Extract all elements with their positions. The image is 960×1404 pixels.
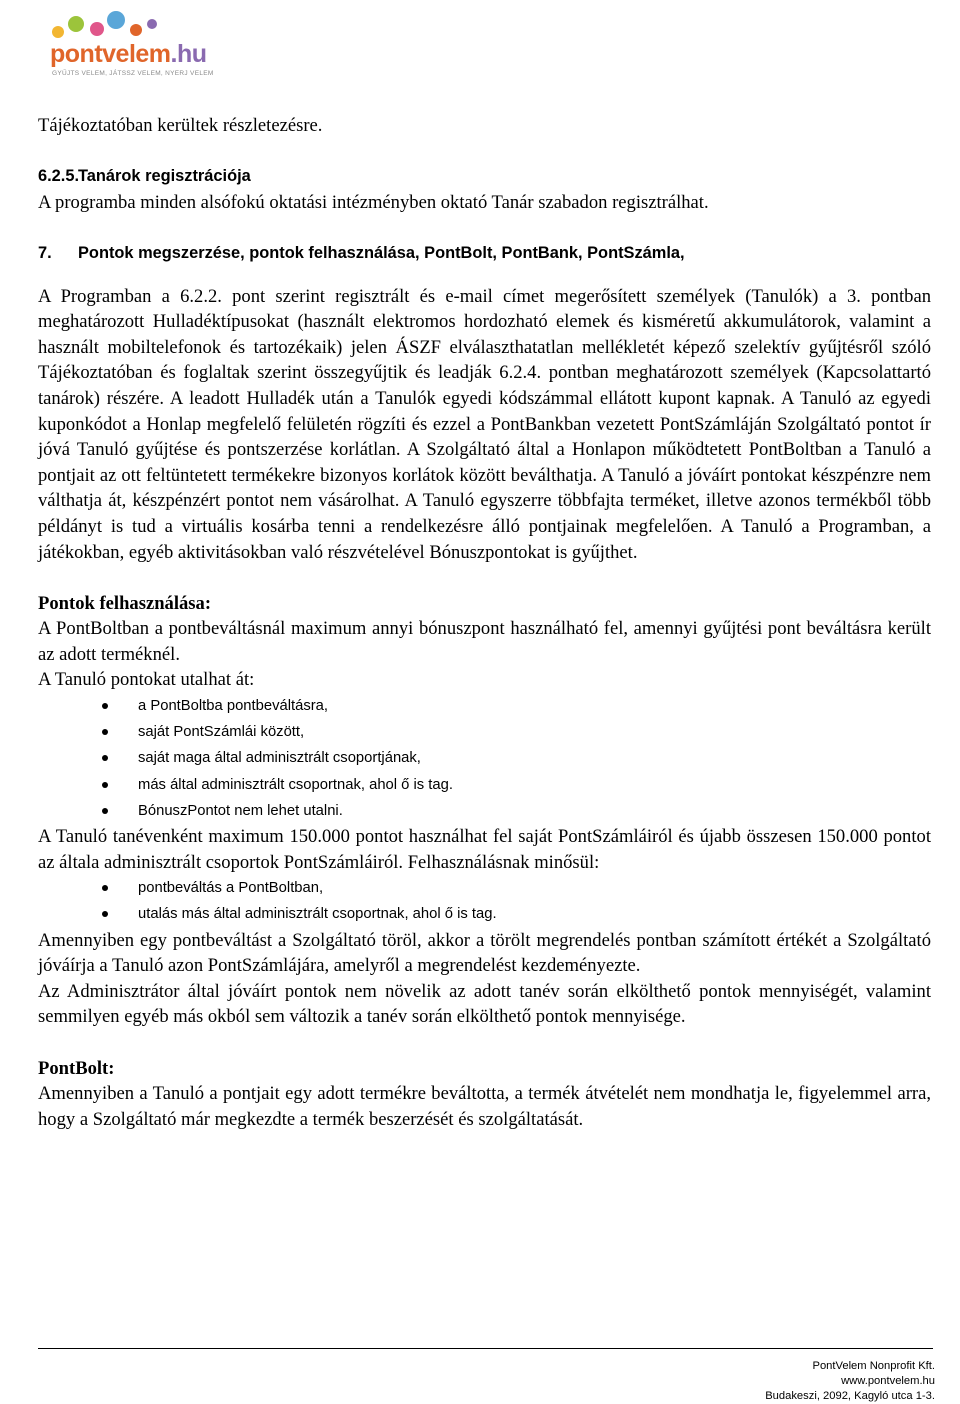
transfer-list bbox=[38, 693, 931, 824]
transfer-intro: A Tanuló pontokat utalhat át: bbox=[38, 669, 255, 691]
intro-paragraph: Tájékoztatóban kerültek részletezésre. bbox=[38, 115, 323, 136]
usage-list bbox=[38, 875, 931, 927]
logo-tagline: GYŰJTS VELEM, JÁTSSZ VELEM, NYERJ VELEM bbox=[52, 70, 214, 77]
logo[interactable] bbox=[40, 8, 280, 83]
cancel-text: Amennyiben egy pontbeváltást a Szolgáltató töröl, akkor a törölt megrendelés pontban számított értékét a Szolgáltató jóváírja a Tanuló azon PontSzámlájára, amelyről a megrendelést kezdeményezte. bbox=[38, 929, 931, 977]
pontbolt-text: Amennyiben a Tanuló a pontjait egy adott termékre beváltotta, a termék átvételét nem mondhatja le, figyelemmel arra, hogy a Szolgáltató már megkezdte a termék beszerzését és szolgáltatását. bbox=[38, 1083, 931, 1130]
section-number: 6.2.5. bbox=[38, 167, 80, 186]
limit-text: A Tanuló tanévenként maximum 150.000 pontot használhat fel saját PontSzámláiról és újabb összesen 150.000 pontot az általa adminisztrált csoportok PontSzámláiról. Felhasználásnak minősül: bbox=[38, 826, 931, 873]
list-item: utalás más által adminisztrált csoportnak, ahol ő is tag. bbox=[38, 901, 931, 927]
logo-wordmark: pontvelem.hu bbox=[50, 40, 207, 68]
document-body bbox=[38, 113, 931, 1132]
section-title: Tanárok regisztrációja bbox=[78, 167, 251, 186]
pontbolt-heading: PontBolt: bbox=[38, 1057, 115, 1079]
footer-divider bbox=[38, 1348, 933, 1349]
section-625-heading bbox=[38, 164, 931, 190]
section-title: Pontok megszerzése, pontok felhasználása, PontBolt, PontBank, PontSzámla, bbox=[78, 243, 685, 262]
admin-text: Az Adminisztrátor által jóváírt pontok nem növelik az adott tanév során elkölthető pontok mennyiségét, valamint semmilyen egyéb más okból sem változik a tanév során elkölthető pontok mennyisége. bbox=[38, 980, 931, 1028]
usage-heading: Pontok felhasználása: bbox=[38, 592, 212, 614]
list-item: más által adminisztrált csoportnak, ahol ő is tag. bbox=[38, 772, 931, 798]
list-item: pontbeváltás a PontBoltban, bbox=[38, 875, 931, 901]
section-number: 7. bbox=[38, 243, 52, 262]
list-item: BónuszPontot nem lehet utalni. bbox=[38, 798, 931, 824]
list-item: saját PontSzámlái között, bbox=[38, 719, 931, 745]
footer bbox=[765, 1359, 935, 1404]
section-625-text: A programba minden alsófokú oktatási intézményben oktató Tanár szabadon regisztrálhat. bbox=[38, 191, 709, 213]
list-item: a PontBoltba pontbeváltásra, bbox=[38, 693, 931, 719]
list-item: saját maga által adminisztrált csoportjának, bbox=[38, 745, 931, 771]
section-7-heading bbox=[38, 241, 931, 267]
section-7-text: A Programban a 6.2.2. pont szerint regisztrált és e-mail címet megerősített személyek (Tanulók) a 3. pontban meghatározott Hulladéktípusokat (használt elektromos hordozható elemek és kisméretű akkumulátorok, valamint a használt mobiltelefonok és tartozékaik) jelen ÁSZF elválaszthatatlan mellékletét képező szelektív gyűjtésről szóló Tájékoztatóban és foglaltak szerint összegyűjtik és leadják 6.2.4. pontban meghatározott személyek (Kapcsolattartó tanárok) részére. A leadott Hulladék után a Tanulók egyedi kódszámmal ellátott kupont kapnak. A Tanuló az egyedi kuponkódot a Honlap megfelelő felületén rögzíti és ezzel a PontBankban vezetett PontSzámláján Szolgáltató pontot ír jóvá Tanuló gyűjtése és pontszerzése korlátlan. A Szolgáltató által a Honlapon működtetett PontBoltban a Tanuló a pontjait az ott feltüntetett termékekre bizonyos korlátok között beválthatja. A Tanuló a jóváírt pontokat készpénzre nem válthatja át, készpénzért pontot nem vásárolhat. A Tanuló egyszerre többfajta terméket, illetve azonos termékből több példányt is tud a virtuális kosárba tenni a rendelkezésre álló pontjainak megfelelően. A Tanuló a Programban, a játékokban, egyéb aktivitásokban való részvételével Bónuszpontokat is gyűjthet. bbox=[38, 285, 931, 563]
usage-text: A PontBoltban a pontbeváltásnál maximum annyi bónuszpont használható fel, amennyi gyűjtési pont beváltásra került az adott terméknél. bbox=[38, 618, 931, 665]
footer-company: PontVelem Nonprofit Kft. bbox=[812, 1360, 935, 1372]
footer-website[interactable]: www.pontvelem.hu bbox=[841, 1375, 935, 1387]
footer-address: Budakeszi, 2092, Kagyló utca 1-3. bbox=[765, 1390, 935, 1402]
